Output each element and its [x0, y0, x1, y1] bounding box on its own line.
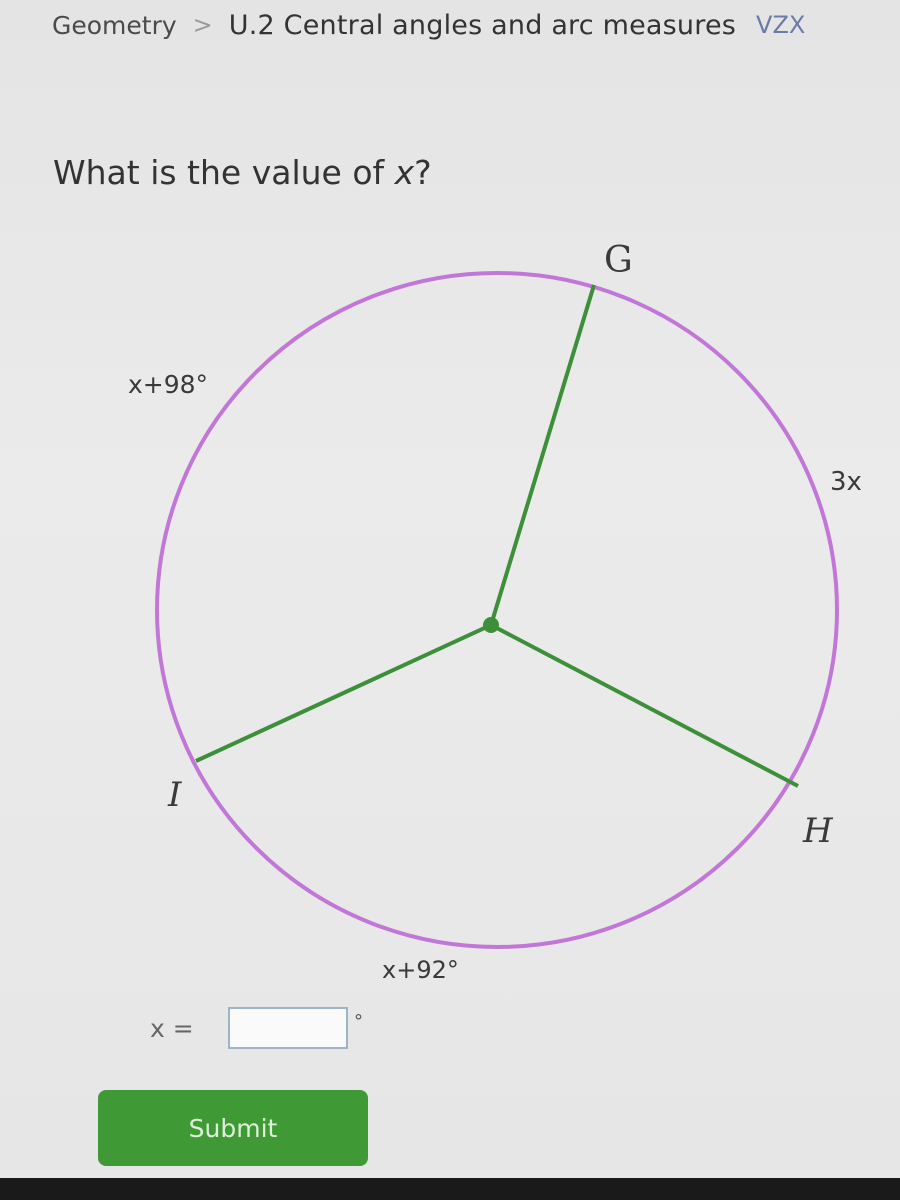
question-suffix: ? [414, 153, 432, 192]
radius-to-I [196, 625, 491, 761]
submit-button[interactable]: Submit [98, 1090, 368, 1166]
breadcrumb-skill[interactable]: U.2 Central angles and arc measures [228, 9, 737, 41]
arc-label-IG: x+98° [128, 370, 209, 399]
answer-label: x = [150, 1013, 194, 1043]
radius-to-H [491, 625, 798, 786]
screen-bezel [0, 1178, 900, 1200]
arc-label-HI: x+92° [382, 956, 459, 984]
breadcrumb-subject[interactable]: Geometry [52, 10, 177, 40]
question-prefix: What is the value of [53, 153, 395, 192]
point-label-G: G [604, 240, 633, 281]
degree-unit: ° [354, 1010, 363, 1032]
radius-to-G [491, 285, 594, 625]
question-variable: x [394, 153, 415, 192]
arc-label-GH: 3x [830, 467, 862, 497]
answer-row [150, 1000, 363, 1056]
point-label-I: I [168, 775, 182, 815]
answer-input[interactable] [228, 1007, 348, 1049]
breadcrumb-separator: > [192, 11, 213, 39]
skill-code: VZX [756, 11, 806, 39]
point-label-H: H [803, 811, 833, 851]
center-point [483, 617, 499, 633]
